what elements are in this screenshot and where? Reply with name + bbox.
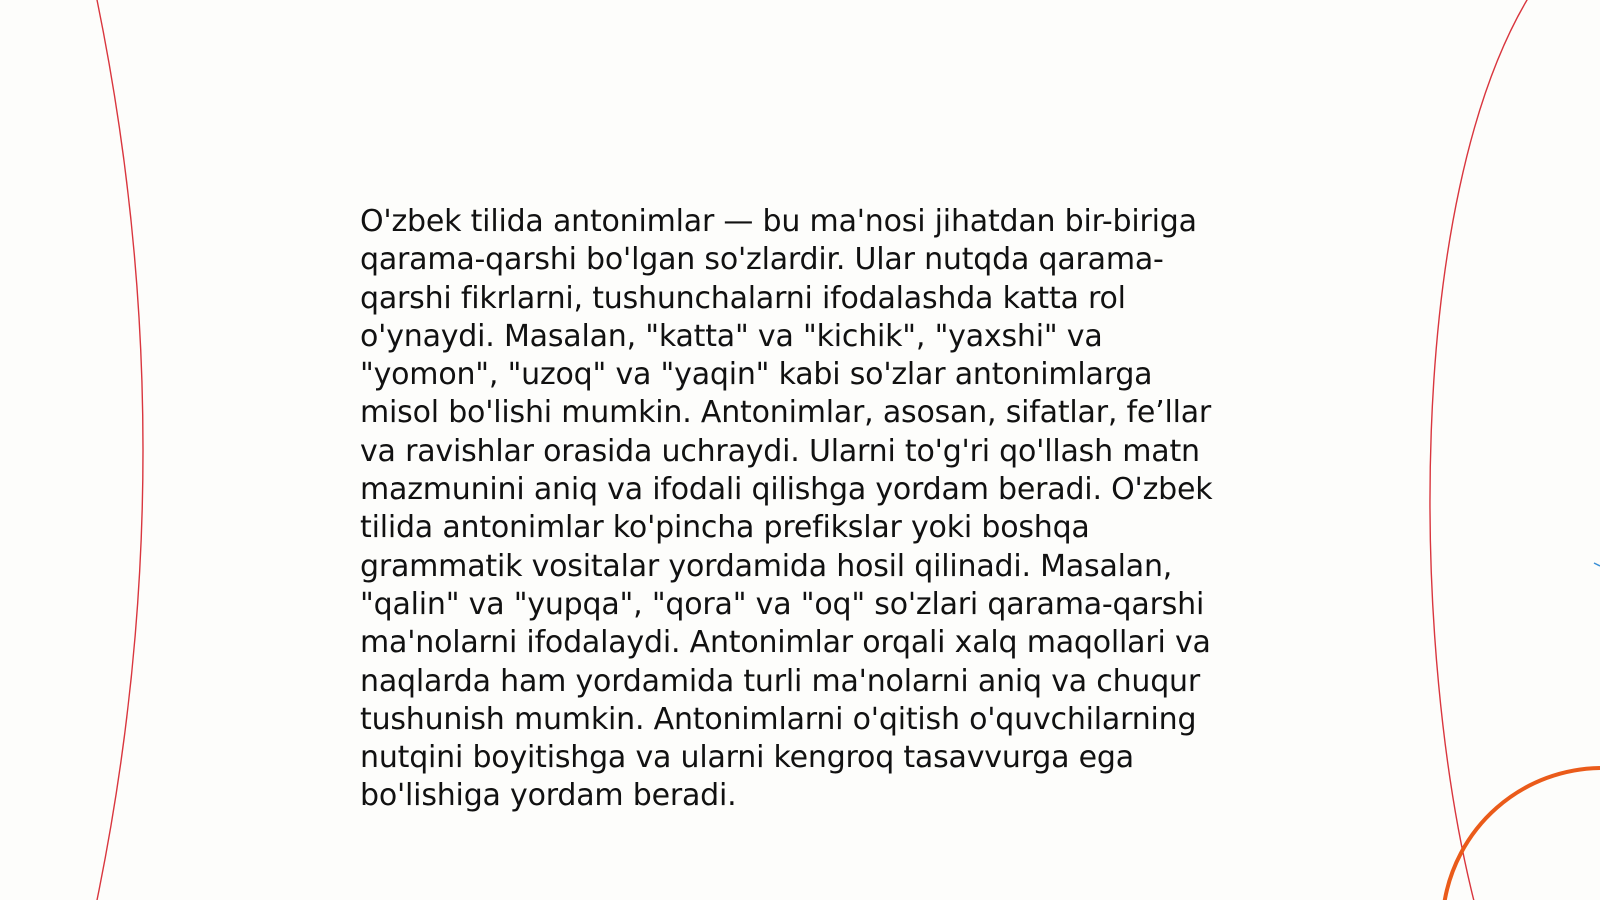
orange-arc bbox=[1444, 768, 1600, 900]
right-red-curve bbox=[1430, 0, 1530, 900]
left-red-curve bbox=[96, 0, 143, 900]
blue-tick-mark bbox=[1594, 563, 1600, 566]
body-paragraph: O'zbek tilida antonimlar — bu ma'nosi jihatdan bir-biriga qarama-qarshi bo'lgan so'zlardir. Ular nutqda qarama-qarshi fikrlarni, tushunchalarni ifodalashda katta rol o'ynaydi. Masalan, "katta" va "kichik", "yaxshi" va "yomon", "uzoq" va "yaqin" kabi so'zlar antonimlarga misol bo'lishi mumkin. Antonimlar, asosan, sifatlar, fe’llar va ravishlar orasida uchraydi. Ularni to'g'ri qo'llash matn mazmunini aniq va ifodali qilishga yordam beradi. O'zbek tilida antonimlar ko'pincha prefikslar yoki boshqa grammatik vositalar yordamida hosil qilinadi. Masalan, "qalin" va "yupqa", "qora" va "oq" so'zlari qarama-qarshi ma'nolarni ifodalaydi. Antonimlar orqali xalq maqollari va naqlarda ham yordamida turli ma'nolarni aniq va chuqur tushunish mumkin. Antonimlarni o'qitish o'quvchilarning nutqini boyitishga va ularni kengroq tasavvurga ega bo'lishiga yordam beradi. bbox=[360, 204, 1213, 814]
